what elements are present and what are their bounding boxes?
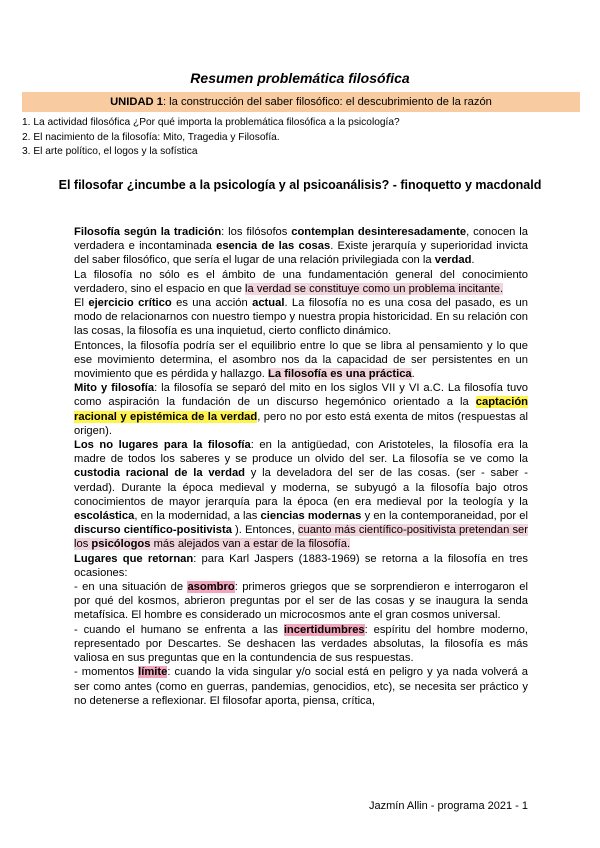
text-run: : cuando la vida singular y/o social está en peligro y ya nada volverá a ser como antes (como en guerras, pandemias, genocidios, etc), se necesita ser práctico y no detenerse a reflexionar. El filosofar aporta, piensa, crítica,: [74, 666, 528, 707]
text-run: .: [411, 368, 415, 381]
text-run: Filosofía según la tradición: [74, 226, 222, 238]
text-run: discurso científico-positivista: [74, 524, 232, 537]
document-body: [74, 225, 528, 708]
highlighted-text: captación racional y epistémica de la verdad: [74, 396, 528, 423]
paragraph: [74, 552, 528, 580]
text-run: Los no lugares para la filosofía: [74, 439, 251, 452]
text-run: contemplan desinteresadamente: [291, 226, 467, 238]
toc-item: 1. La actividad filosófica ¿Por qué importa la problemática filosófica a la psicología?: [22, 117, 400, 128]
highlighted-text: cuanto más científico-positivista pretendan ser los: [74, 524, 528, 551]
highlighted-text: límite: [138, 666, 168, 679]
highlighted-text: asombro: [187, 581, 235, 594]
paragraph: [74, 580, 528, 623]
unit-label: UNIDAD 1: [110, 96, 163, 108]
toc-item: 3. El arte político, el logos y la sofística: [22, 146, 198, 157]
text-run: .: [471, 254, 475, 267]
text-run: custodia racional de la verdad: [74, 467, 246, 480]
text-run: : la filosofía se separó del mito en los siglos VII y VI a.C. La filosofía tuvo como aspiración la fundación de un discurso hegemónico orientado a la: [74, 382, 529, 409]
paragraph: [74, 225, 528, 268]
text-run: : en la antigüedad, con Aristoteles, la filosofía era la madre de todos los saberes y se produce un olvido del ser. La filosofía se ve como la: [74, 439, 528, 466]
text-run: - cuando el humano se enfrenta a las: [74, 623, 284, 636]
text-run: Entonces, la filosofía podría ser el equilibrio entre lo que se libra al pensamiento y lo que ese movimiento determina, el asombro nos da la capacidad de ser persistentes en un movimiento que es pérdida y hallazgo.: [74, 339, 528, 381]
document-title: Resumen problemática filosófica: [190, 70, 410, 86]
text-run: y la develadora del ser de las cosas. (ser - saber - verdad). Durante la época medieval y moderna, se subyugó a la filosofía bajo otros conocimientos de mayor jerarquía para la época (en era medieval por la teología y la: [74, 467, 528, 508]
highlighted-text: más alejados van a estar de la filosofía.: [150, 538, 351, 551]
text-run: , conocen la verdadera e incontaminada: [74, 226, 528, 253]
text-run: esencia de las cosas: [216, 240, 331, 253]
paragraph: [74, 339, 528, 382]
text-run: y en la contemporaneidad, por el: [361, 510, 528, 523]
highlighted-text: La filosofía es una práctica: [268, 368, 412, 381]
text-run: Lugares que retornan: [74, 552, 194, 565]
text-run: - momentos: [74, 666, 139, 679]
text-run: : primeros griegos que se sorprendieron e interrogaron el por qué del kosmos, abrieron preguntas por el ser de las cosas y se inaugura la senda metafísica. El hombre es considerado un microcosmos ante el gran cosmos universal.: [74, 581, 528, 622]
text-run: ). Entonces,: [231, 524, 298, 537]
highlighted-text: la verdad se constituye como un problema incitante.: [245, 282, 504, 295]
text-run: La filosofía no sólo es el ámbito de una fundamentación general del conocimiento verdadero, sino el espacio en que: [74, 268, 528, 295]
text-run: : para Karl Jaspers (1883-1969) se retorna a la filosofía en tres ocasiones:: [74, 552, 528, 579]
text-run: es una acción: [171, 297, 253, 310]
text-run: actual: [252, 297, 285, 310]
text-run: escolástica: [74, 510, 135, 523]
highlighted-text: psicólogos: [91, 538, 151, 551]
text-run: . La filosofía no es una cosa del pasado, es un modo de relacionarnos con nuestro tiempo y nuestra propia historicidad. En su relación con las cosas, la filosofía es una inquietud, cierto conflicto dinámico.: [74, 297, 528, 338]
text-run: El: [74, 297, 89, 310]
table-of-contents: [22, 116, 400, 160]
text-run: , en la modernidad, a las: [134, 510, 261, 523]
paragraph: [74, 665, 528, 708]
text-run: , pero no por esto está exenta de mitos (respuestas al origen).: [74, 410, 528, 437]
text-run: . Existe jerarquía y superioridad invicta del saber filosófico, que sería el lugar de una relación privilegiada con la: [74, 240, 528, 267]
paragraph: [74, 438, 528, 552]
text-run: Mito y filosofía: [74, 382, 155, 395]
text-run: : espíritu del hombre moderno, representado por Descartes. Se deshacen las verdades absolutas, la filosofía es más valiosa en sus preguntas que en la contundencia de sus respuestas.: [74, 623, 528, 665]
paragraph: [74, 623, 528, 666]
paragraph: [74, 296, 528, 339]
text-run: - en una situación de: [74, 581, 188, 594]
text-run: ejercicio crítico: [88, 297, 172, 310]
page-footer: Jazmín Allin - programa 2021 - 1: [369, 800, 528, 812]
text-run: verdad: [434, 254, 472, 267]
paragraph: [74, 381, 528, 438]
text-run: : los filósofos: [221, 226, 292, 238]
text-run: ciencias modernas: [260, 510, 362, 523]
unit-heading: [22, 92, 580, 112]
toc-item: 2. El nacimiento de la filosofía: Mito, Tragedia y Filosofía.: [22, 131, 280, 143]
highlighted-text: incertidumbres: [283, 623, 365, 636]
unit-text: : la construcción del saber filosófico: el descubrimiento de la razón: [162, 96, 492, 108]
paragraph: [74, 268, 528, 296]
section-title: El filosofar ¿incumbe a la psicología y al psicoanálisis? - finoquetto y macdonald: [58, 178, 542, 192]
